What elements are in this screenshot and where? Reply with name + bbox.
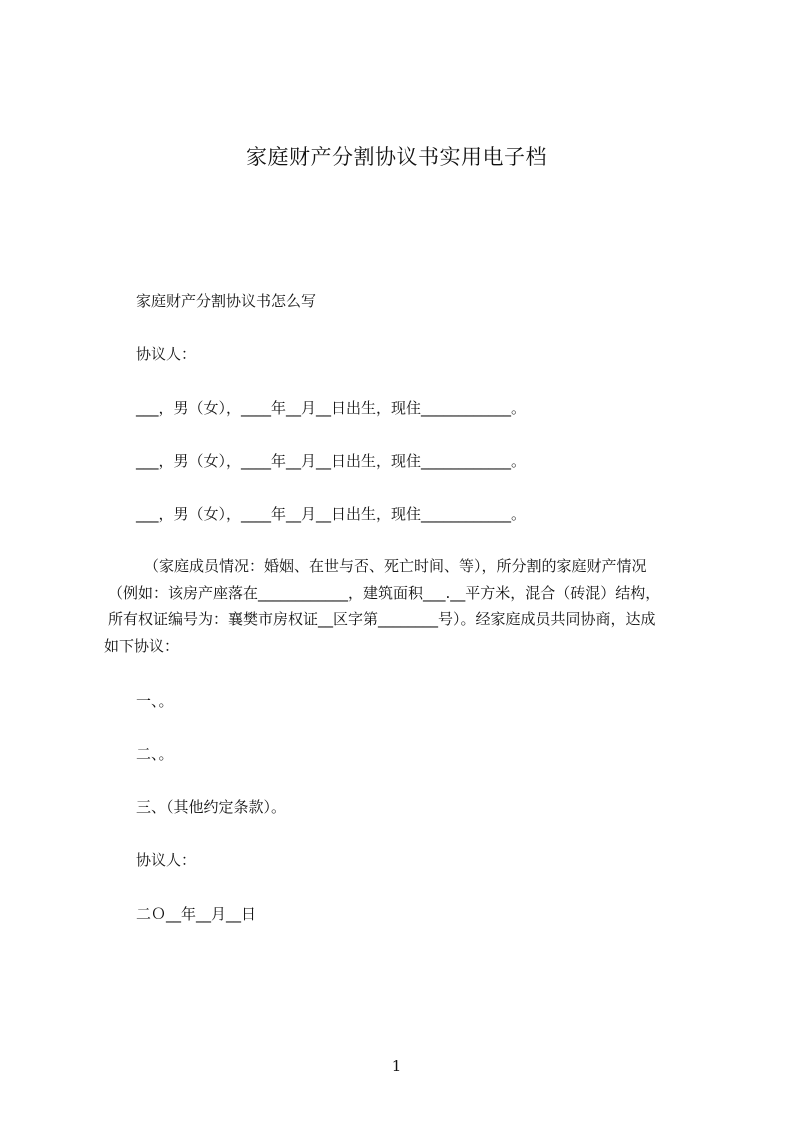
document-subtitle: 家庭财产分割协议书怎么写 <box>136 292 317 310</box>
party-line-2: ___，男（女），____年__月__日出生，现住____________。 <box>136 452 527 470</box>
intro-line-3: 所有权证编号为：襄樊市房权证__区字第________号）。经家庭成员共同协商，达成 <box>108 610 656 628</box>
intro-line-1: （家庭成员情况：婚姻、在世与否、死亡时间、等），所分割的家庭财产情况 <box>144 557 647 575</box>
intro-line-2: （例如：该房产座落在____________，建筑面积___.__平方米，混合（砖混）结构， <box>108 583 661 602</box>
clause-3: 三、（其他约定条款）。 <box>136 798 287 816</box>
intro-line-4: 如下协议： <box>104 636 180 655</box>
signature-label: 协议人： <box>136 851 197 869</box>
intro-paragraph <box>104 553 694 659</box>
clause-2: 二、。 <box>136 745 174 763</box>
party-line-1: ___，男（女），____年__月__日出生，现住____________。 <box>136 399 527 417</box>
clause-1: 一、。 <box>136 692 174 710</box>
page-number: 1 <box>391 1057 402 1075</box>
party-line-3: ___，男（女），____年__月__日出生，现住____________。 <box>136 505 527 523</box>
document-title: 家庭财产分割协议书实用电子档 <box>246 145 547 169</box>
party-label: 协议人： <box>136 345 197 363</box>
date-line: 二Ｏ__年__月__日 <box>136 905 257 923</box>
